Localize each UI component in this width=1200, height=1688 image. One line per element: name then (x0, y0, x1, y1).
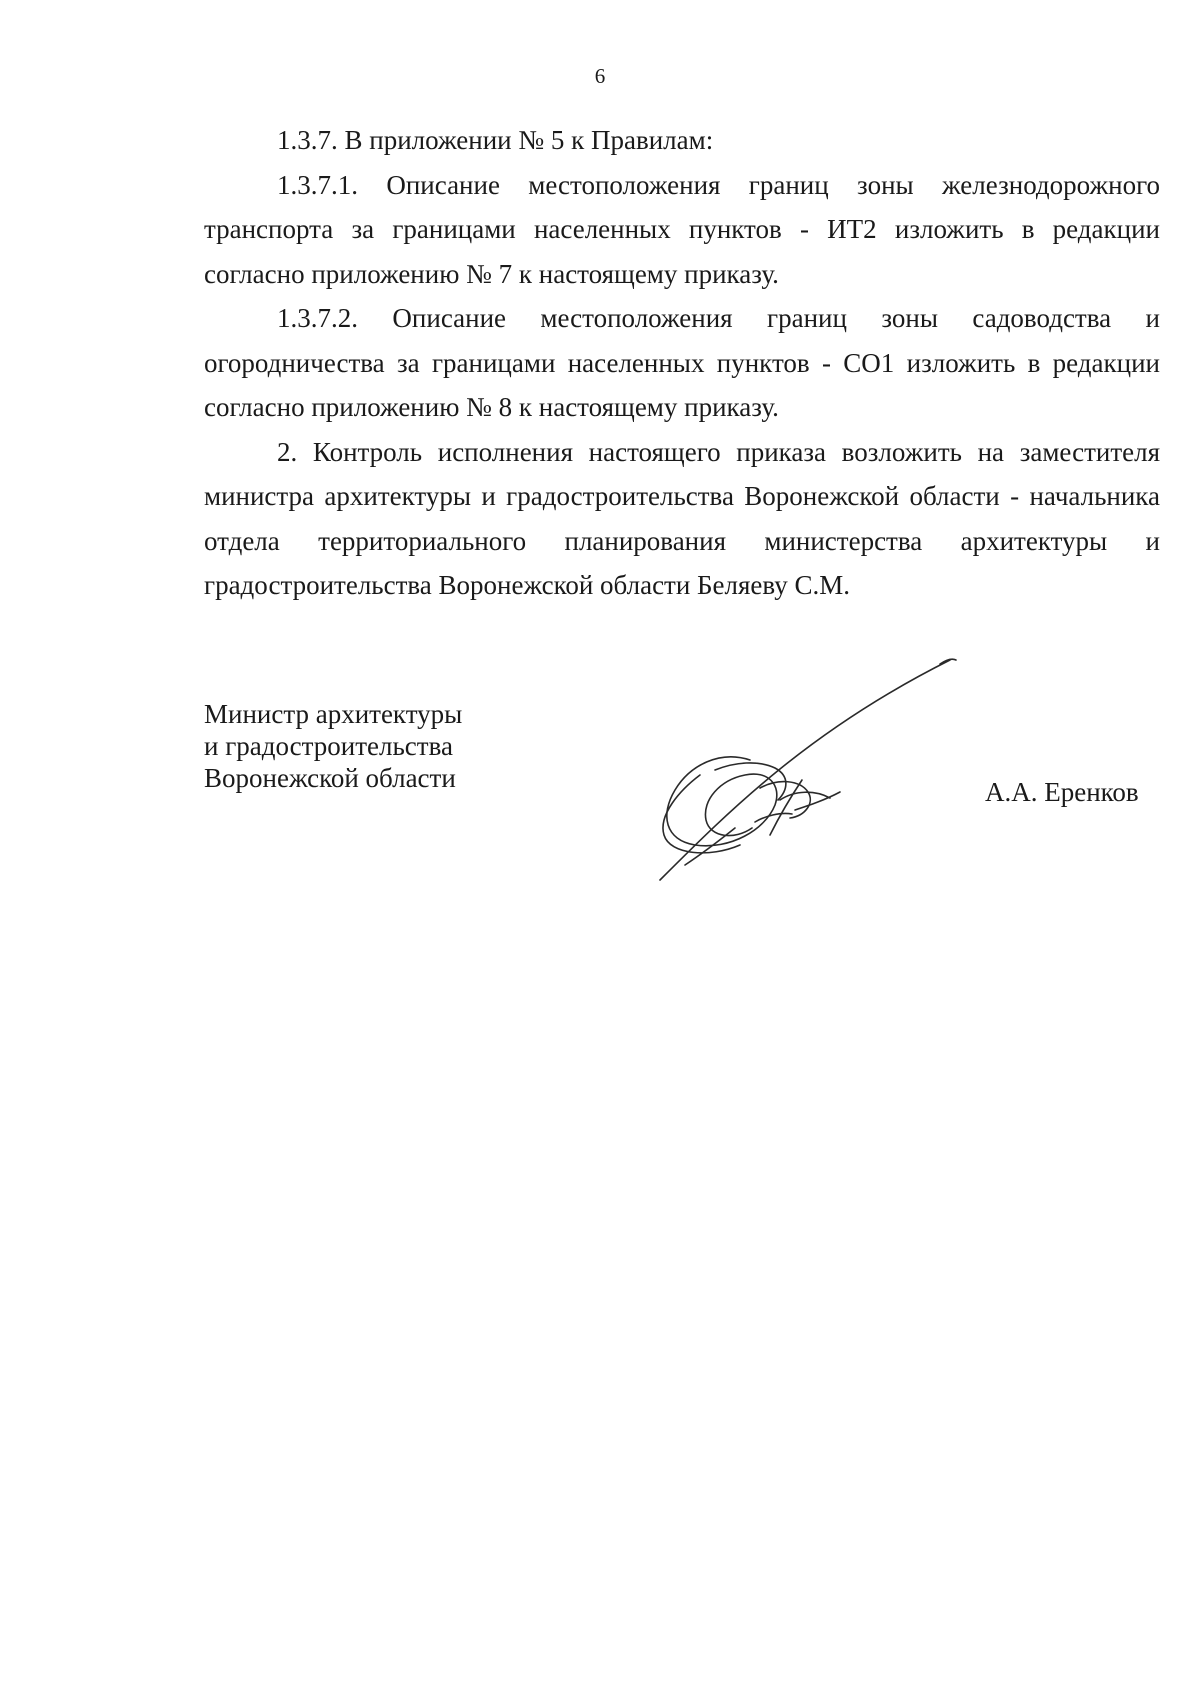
paragraph-1-3-7-2: 1.3.7.2. Описание местоположения границ зоны садоводства и огородничества за границами населенных пунктов - СО1 изложить в редакции согласно приложению № 8 к настоящему приказу. (204, 303, 1160, 422)
signer-name: А.А. Еренков (985, 777, 1139, 807)
document-body (204, 118, 1160, 608)
page-number: 6 (594, 64, 606, 88)
signatory-position (204, 698, 462, 794)
handwritten-signature (640, 640, 980, 900)
signatory-position-line: и градостроительства (204, 731, 453, 761)
signatory-position-line: Воронежской области (204, 763, 456, 793)
paragraph-2-control: 2. Контроль исполнения настоящего приказа возложить на заместителя министра архитектуры и градостроительства Воронежской области - начальника отдела территориального планирования министерства архитектуры и градостроительства Воронежской области Беляеву С.М. (204, 436, 1160, 600)
signatory-position-line: Министр архитектуры (204, 699, 463, 729)
paragraph-1-3-7: 1.3.7. В приложении № 5 к Правилам: (277, 125, 714, 155)
paragraph-1-3-7-1: 1.3.7.1. Описание местоположения границ зоны железнодорожного транспорта за границами населенных пунктов - ИТ2 изложить в редакции согласно приложению № 7 к настоящему приказу. (204, 169, 1160, 289)
